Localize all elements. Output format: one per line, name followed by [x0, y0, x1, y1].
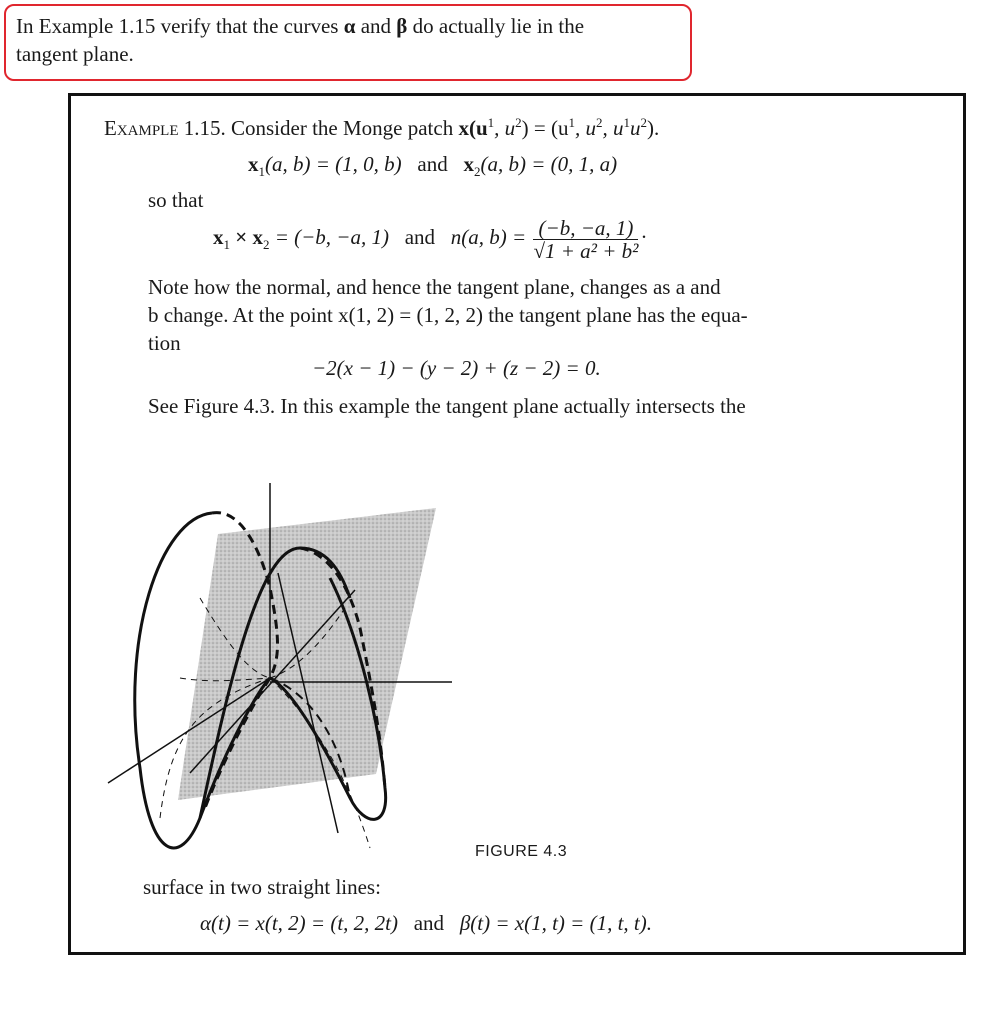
note-line-1: Note how the normal, and hence the tangent plane, changes as a and — [148, 275, 721, 299]
patch-eq: ) = (u — [521, 116, 569, 140]
patch-mid: , u — [494, 116, 516, 140]
sup: 1 — [487, 115, 495, 130]
beta-symbol: β — [396, 14, 408, 38]
alpha-beta-line — [200, 910, 652, 936]
x2: x — [463, 152, 474, 176]
patch-u: u — [629, 116, 641, 140]
example-heading — [104, 115, 659, 141]
question-text-1: In Example 1.15 verify that the curves — [16, 14, 339, 38]
sub: 1 — [223, 237, 230, 253]
sup: 2 — [640, 115, 647, 130]
cross-x2: × x — [230, 225, 263, 249]
note-line-3: tion — [148, 331, 181, 355]
and-word: and — [413, 911, 445, 935]
plane-equation: −2(x − 1) − (y − 2) + (z − 2) = 0. — [312, 356, 601, 380]
sub: 2 — [473, 164, 481, 180]
patch-x: x(u — [458, 116, 488, 140]
x1: x — [248, 152, 259, 176]
question-text-2: do actually lie in the — [412, 14, 585, 38]
example-intro: Consider the Monge patch — [231, 116, 454, 140]
and-word: and — [417, 152, 448, 176]
surface-line: surface in two straight lines: — [143, 875, 381, 899]
cross-rhs: = (−b, −a, 1) — [269, 225, 389, 249]
x2-arg: (a, b) = (0, 1, a) — [480, 152, 618, 176]
normal-numerator: (−b, −a, 1) — [533, 217, 638, 240]
sup: 1 — [568, 115, 575, 130]
sup: 1 — [623, 115, 630, 130]
beta-definition: β(t) = x(1, t) = (1, t, t). — [459, 911, 652, 935]
patch-comma2: , u — [602, 116, 624, 140]
partials-line — [248, 151, 618, 180]
sub: 2 — [262, 237, 270, 253]
so-that: so that — [148, 188, 204, 212]
normal-lhs: n(a, b) = — [450, 225, 527, 249]
cross-x1: x — [213, 225, 224, 249]
question-text-3: tangent plane. — [16, 42, 134, 66]
sup: 2 — [595, 115, 603, 130]
figure-label: FIGURE 4.3 — [475, 843, 568, 860]
patch-comma: , u — [574, 116, 596, 140]
patch-end: ). — [646, 116, 660, 140]
alpha-symbol: α — [343, 14, 356, 38]
note-line-2: b change. At the point x(1, 2) = (1, 2, 2) the tangent plane has the equa- — [148, 303, 748, 327]
question-box — [4, 4, 692, 81]
example-label: Example 1.15. — [104, 116, 226, 140]
x1-arg: (a, b) = (1, 0, b) — [265, 152, 402, 176]
sub: 1 — [258, 164, 265, 180]
cross-line — [213, 214, 647, 262]
and-word: and — [404, 225, 436, 249]
question-and: and — [360, 14, 392, 38]
normal-fraction — [533, 217, 638, 262]
sup: 2 — [515, 115, 522, 130]
figure-4-3 — [100, 478, 460, 868]
alpha-definition: α(t) = x(t, 2) = (t, 2, 2t) — [200, 911, 398, 935]
normal-denominator: √1 + a² + b² — [533, 238, 639, 263]
period: · — [640, 225, 648, 249]
see-figure-line: See Figure 4.3. In this example the tangent plane actually intersects the — [148, 394, 746, 418]
